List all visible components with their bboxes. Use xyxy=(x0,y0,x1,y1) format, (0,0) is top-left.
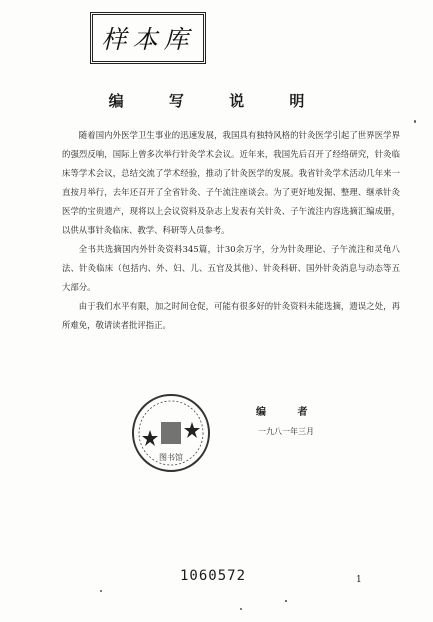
scan-speck xyxy=(100,590,102,592)
seal-star-left-icon xyxy=(142,430,158,446)
page-title: 编 写 说 明 xyxy=(108,92,325,110)
library-seal xyxy=(130,392,212,474)
serial-number: 1060572 xyxy=(180,568,247,584)
scan-speck xyxy=(414,120,416,123)
stamp-text: 样本库 xyxy=(101,25,195,54)
scan-speck xyxy=(240,608,242,610)
paragraph-2: 全书共选摘国内外针灸资料345篇，计30余万字，分为针灸理论、子午流注和灵龟八法、针灸临床（包括内、外、妇、儿、五官及其他）、针灸科研、国外针灸消息与动态等五大部分。 xyxy=(62,244,400,292)
paragraph-1: 随着国内外医学卫生事业的迅速发展，我国具有独特风格的针灸医学引起了世界医学界的强烈反响，国际上曾多次举行针灸学术会议。近年来，我国先后召开了经络研究，针灸临床等学术会议，总结交流了学术经验，推动了针灸医学的发展。我省针灸学术活动几年来一直按月举行，去年还召开了全省针灸、子午流注座谈会。为了更好地发掘、整理、继承针灸医学的宝贵遗产，现将以上会议资料及杂志上发表有关针灸、子午流注内容选摘汇编成册，以供从事针灸临床、教学、科研等人员参考。 xyxy=(62,130,400,235)
seal-text: 图书馆 xyxy=(159,453,183,462)
page-number: 1 xyxy=(356,575,362,585)
library-stamp xyxy=(90,12,206,64)
paragraph-3: 由于我们水平有限，加之时间仓促，可能有很多好的针灸资料未能选摘，遗误之处，再所难免，敬请读者批评指正。 xyxy=(62,301,400,330)
scan-speck xyxy=(285,600,287,602)
editor-signature: 编 者 xyxy=(256,407,322,418)
seal-star-right-icon xyxy=(184,422,200,438)
date-line: 一九八一年三月 xyxy=(258,427,314,436)
preface-body xyxy=(62,126,400,335)
